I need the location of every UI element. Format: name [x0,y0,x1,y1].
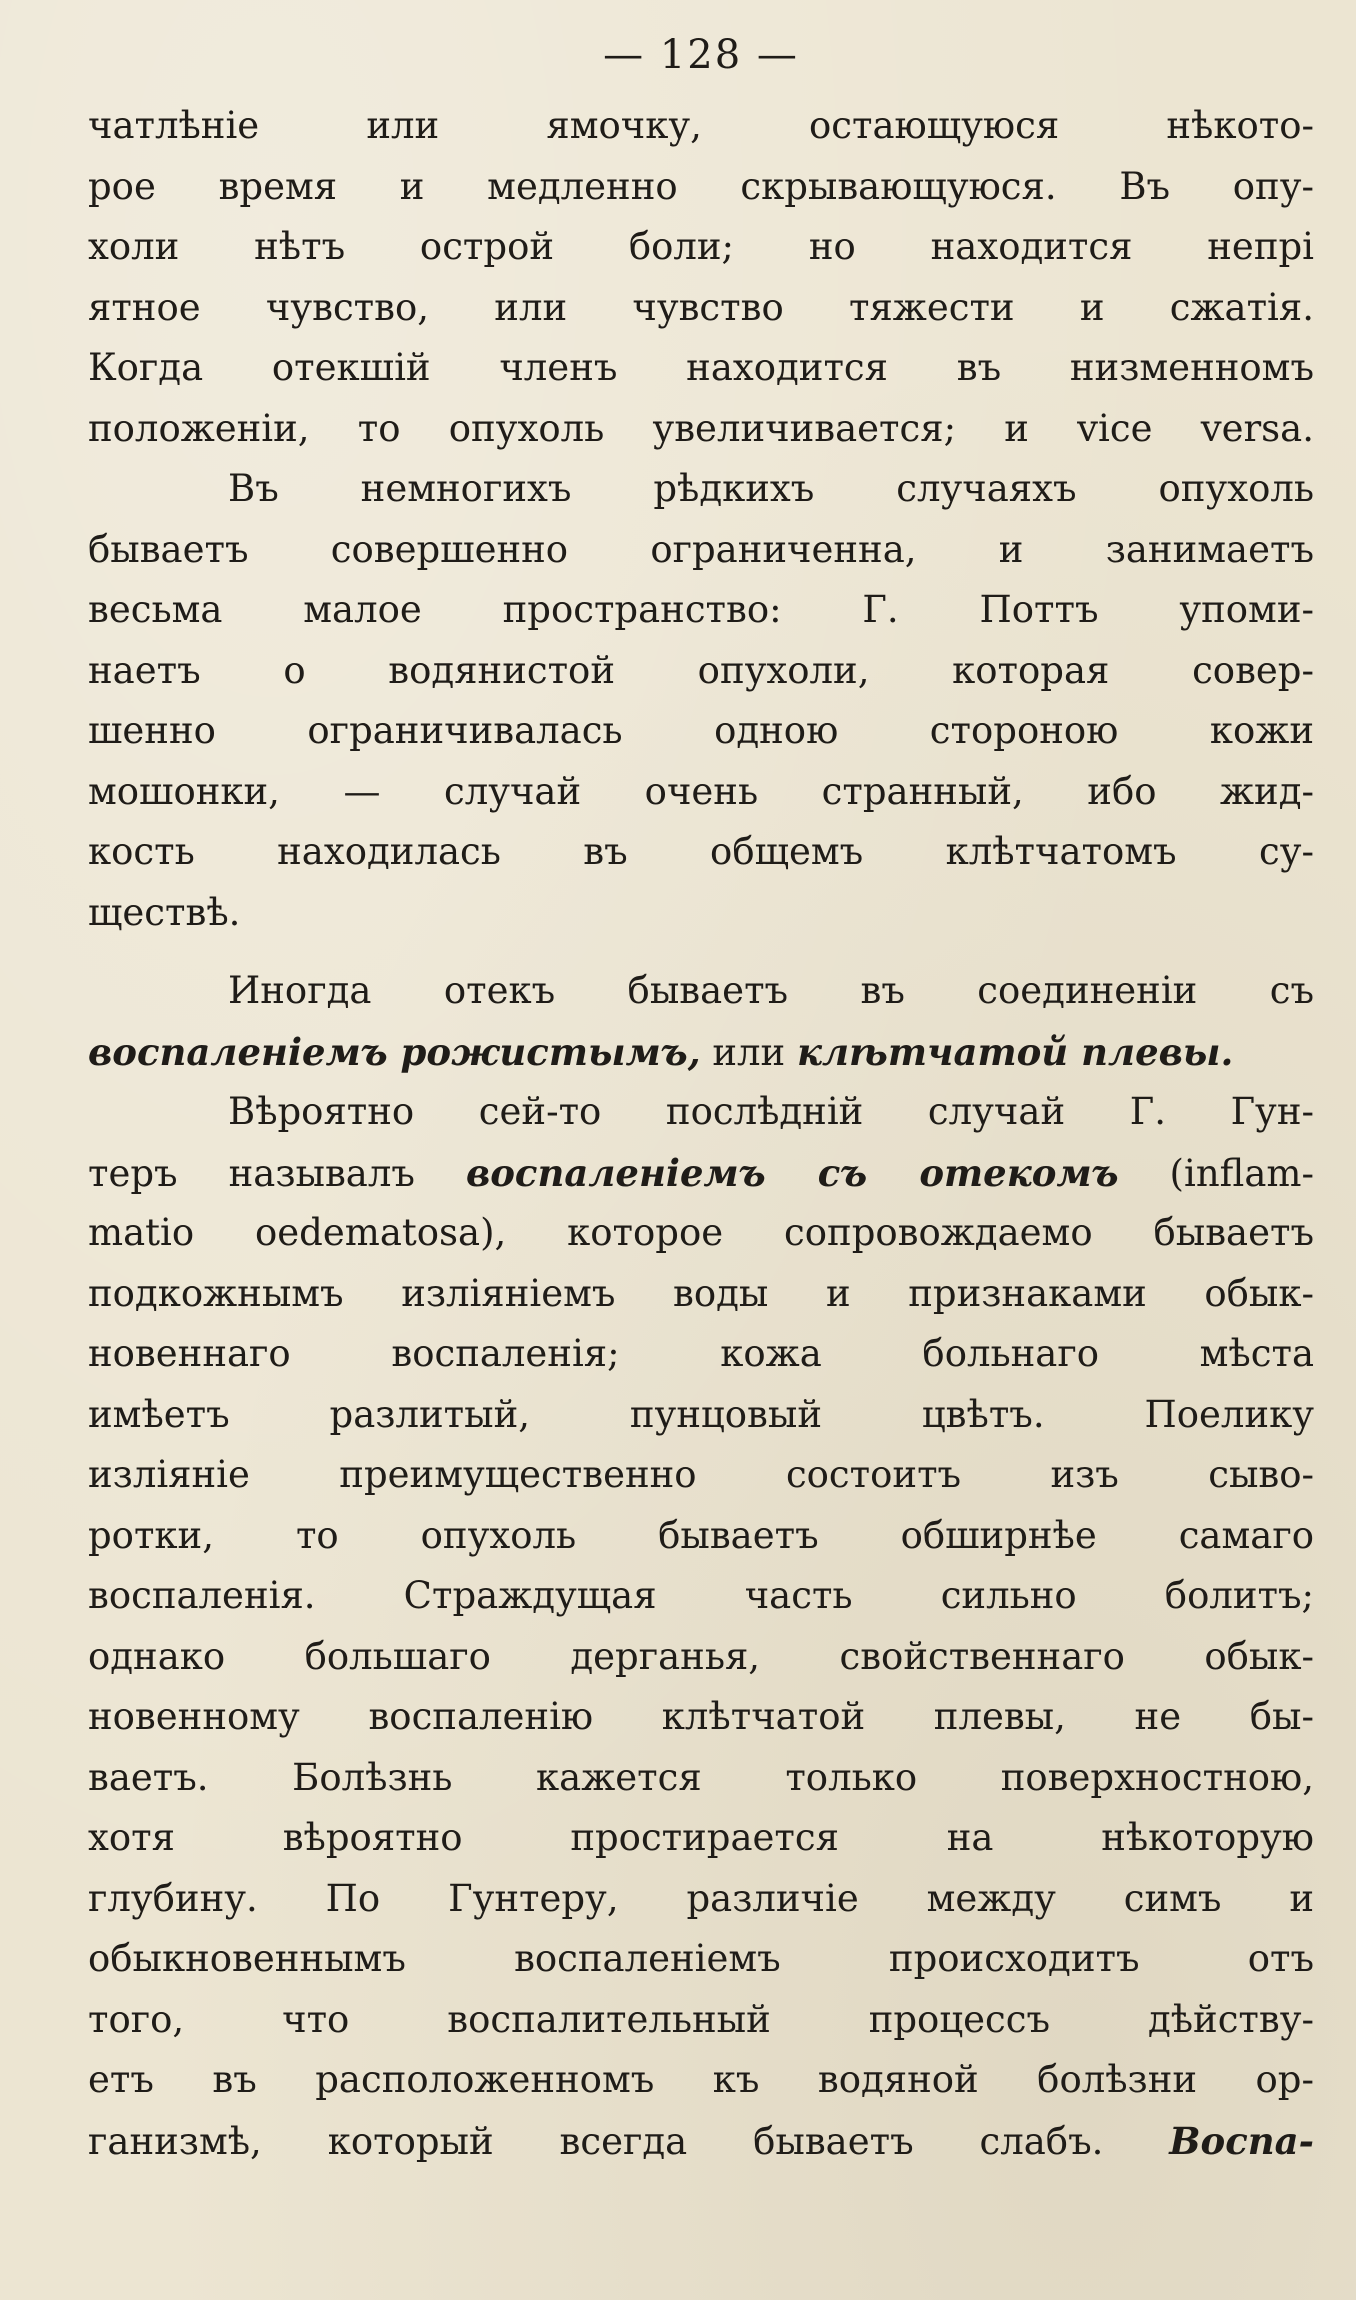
text-line: кость находилась въ общемъ клѣтчатомъ су- [88,830,1314,873]
paragraph-4 [88,1082,1314,2171]
italic-phrase: воспаленіемъ съ отекомъ [465,1150,1119,1195]
text-line: етъ въ расположенномъ къ водяной болѣзни ор- [88,2058,1314,2101]
text-line: подкожнымъ изліяніемъ воды и признаками обык- [88,1271,1314,1315]
italic-phrase: воспаленіемъ рожистымъ, [88,1029,701,1074]
text-line: рое время и медленно скрывающуюся. Въ опу- [88,164,1314,208]
paragraph-1 [88,96,1314,459]
text-line: ваетъ. Болѣзнь кажется только поверхностною, [88,1755,1314,1799]
text-line: наетъ о водянистой опухоли, которая совер- [88,648,1314,692]
text-line: хотя вѣроятно простирается на нѣкоторую [88,1816,1314,1859]
text-line: чатлѣніе или ямочку, остающуюся нѣкото- [88,104,1314,147]
text-line: ятное чувство, или чувство тяжести и сжатія. [88,285,1314,329]
page-body [88,96,1314,2171]
italic-phrase: Воспа- [1169,2118,1314,2163]
text-segment: (inflam- [1118,1151,1314,1195]
text-line: новеннаго воспаленія; кожа больнаго мѣста [88,1332,1314,1375]
text-line: matio oedematosa), которое сопровождаемо бываетъ [88,1211,1314,1254]
text-line: мошонки, — случай очень странный, ибо жид- [88,769,1314,813]
text-segment: теръ называлъ [88,1151,466,1195]
text-line: положеніи, то опухоль увеличивается; и vice versa. [88,406,1314,450]
text-line: холи нѣтъ острой боли; но находится непрі [88,225,1314,268]
text-line: ротки, то опухоль бываетъ обширнѣе самаго [88,1513,1314,1557]
text-line: ществѣ. [88,890,241,934]
text-line: весьма малое пространство: Г. Поттъ упоми- [88,588,1314,631]
text-line: глубину. По Гунтеру, различіе между симъ и [88,1876,1314,1920]
text-segment: или [700,1030,797,1074]
text-line [88,1022,1314,1083]
text-line: шенно ограничивалась одною стороною кожи [88,709,1314,752]
text-line: Въ немногихъ рѣдкихъ случаяхъ опухоль [228,467,1314,510]
text-line [88,2111,1314,2172]
text-line: Вѣроятно сей-то послѣдній случай Г. Гун- [228,1090,1314,1133]
text-line: имѣетъ разлитый, пунцовый цвѣтъ. Поелику [88,1392,1314,1436]
paragraph-2 [88,459,1314,943]
text-line: воспаленія. Страждущая часть сильно болитъ; [88,1574,1314,1617]
italic-phrase: клѣтчатой плевы. [796,1029,1234,1074]
paragraph-3 [88,961,1314,1082]
text-line: обыкновеннымъ воспаленіемъ происходитъ отъ [88,1937,1314,1980]
text-line: того, что воспалительный процессъ дѣйству- [88,1997,1314,2041]
text-line: изліяніе преимущественно состоитъ изъ сыво- [88,1453,1314,1496]
text-line: Иногда отекъ бываетъ въ соединеніи съ [228,969,1314,1012]
text-line: Когда отекшій членъ находится въ низменномъ [88,346,1314,389]
page-number: — 128 — [603,32,799,78]
text-segment: ганизмѣ, который всегда бываетъ слабъ. [88,2119,1170,2163]
text-line: однако большаго дерганья, свойственнаго обык- [88,1634,1314,1678]
text-line: бываетъ совершенно ограниченна, и занимаетъ [88,527,1314,571]
text-line: новенному воспаленію клѣтчатой плевы, не бы- [88,1695,1314,1738]
text-line [88,1143,1314,1204]
